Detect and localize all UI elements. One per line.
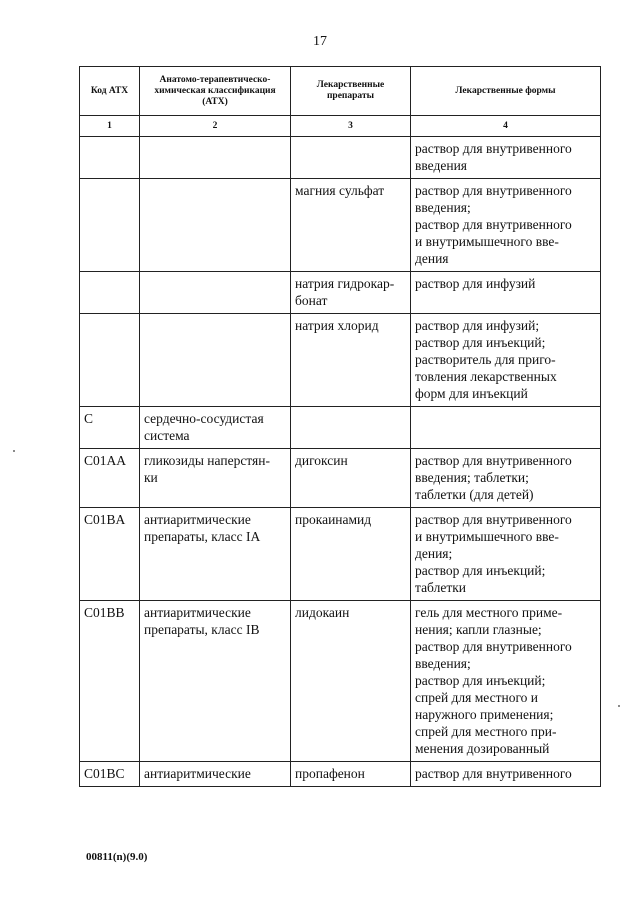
cell-code	[80, 272, 140, 314]
cell-forms	[411, 272, 601, 314]
cell-classification	[140, 407, 291, 449]
cell-line: дения	[415, 251, 449, 266]
cell-forms	[411, 179, 601, 272]
cell-line: введения	[415, 158, 468, 173]
cell-classification	[140, 272, 291, 314]
scan-speck	[13, 450, 15, 452]
cell-line: менения дозированный	[415, 741, 550, 756]
cell-line: раствор для инъекций;	[415, 335, 546, 350]
cell-line: раствор для инфузий	[415, 276, 536, 291]
cell-forms	[411, 314, 601, 407]
cell-line: гель для местного приме-	[415, 605, 563, 620]
cell-line: магния сульфат	[295, 183, 385, 198]
cell-code: C01AA	[80, 449, 140, 508]
page-number: 17	[313, 34, 327, 49]
cell-line: раствор для внутривенного	[415, 141, 572, 156]
cell-drug	[291, 601, 411, 762]
cell-drug	[291, 508, 411, 601]
table-row	[80, 179, 601, 272]
cell-line: форм для инъекций	[415, 386, 528, 401]
cell-line: натрия гидрокар-	[295, 276, 395, 291]
cell-code: C	[80, 407, 140, 449]
cell-line: препараты, класс IB	[144, 622, 260, 637]
cell-drug	[291, 407, 411, 449]
cell-line: дигоксин	[295, 453, 348, 468]
header-row	[80, 67, 601, 116]
cell-line: раствор для внутривенного	[415, 217, 572, 232]
document-code: 00811(n)(9.0)	[86, 851, 148, 863]
cell-line: раствор для внутривенного	[415, 512, 572, 527]
header-classification: Анатомо-терапевтическо-химическая классификация (АТХ)	[140, 67, 291, 116]
header-forms: Лекарственные формы	[411, 67, 601, 116]
cell-line: натрия хлорид	[295, 318, 379, 333]
cell-line: бонат	[295, 293, 328, 308]
cell-line: сердечно-сосудистая	[144, 411, 264, 426]
cell-line: антиаритмические	[144, 605, 251, 620]
column-number: 2	[140, 116, 291, 137]
header-drugs: Лекарственные препараты	[291, 67, 411, 116]
cell-line: система	[144, 428, 190, 443]
cell-line: препараты, класс IA	[144, 529, 261, 544]
cell-line: нения; капли глазные;	[415, 622, 542, 637]
cell-line: товления лекарственных	[415, 369, 557, 384]
table-row	[80, 314, 601, 407]
cell-line: и внутримышечного вве-	[415, 529, 559, 544]
cell-classification	[140, 601, 291, 762]
cell-code: C01BA	[80, 508, 140, 601]
cell-classification	[140, 449, 291, 508]
cell-drug	[291, 449, 411, 508]
cell-classification	[140, 762, 291, 787]
cell-line: гликозиды наперстян-	[144, 453, 270, 468]
cell-forms	[411, 601, 601, 762]
column-number: 4	[411, 116, 601, 137]
cell-forms	[411, 407, 601, 449]
cell-line: антиаритмические	[144, 766, 251, 781]
table-row	[80, 272, 601, 314]
cell-line: раствор для внутривенного	[415, 766, 572, 781]
cell-drug	[291, 179, 411, 272]
cell-line: спрей для местного при-	[415, 724, 557, 739]
cell-forms	[411, 762, 601, 787]
cell-line: растворитель для приго-	[415, 352, 556, 367]
cell-line: раствор для внутривенного	[415, 453, 572, 468]
table-body	[80, 116, 601, 787]
table-row	[80, 137, 601, 179]
scan-speck	[618, 705, 620, 707]
cell-line: наружного применения;	[415, 707, 554, 722]
atx-table	[79, 66, 601, 787]
cell-line: введения;	[415, 200, 471, 215]
cell-code: C01BB	[80, 601, 140, 762]
cell-line: введения;	[415, 656, 471, 671]
cell-line: пропафенон	[295, 766, 365, 781]
cell-line: и внутримышечного вве-	[415, 234, 559, 249]
cell-classification	[140, 314, 291, 407]
cell-drug	[291, 762, 411, 787]
cell-forms	[411, 449, 601, 508]
cell-line: раствор для внутривенного	[415, 183, 572, 198]
cell-line: раствор для инъекций;	[415, 673, 546, 688]
cell-code	[80, 179, 140, 272]
cell-line: дения;	[415, 546, 453, 561]
table-row	[80, 762, 601, 787]
cell-classification	[140, 137, 291, 179]
cell-line: раствор для инъекций;	[415, 563, 546, 578]
cell-line: ки	[144, 470, 158, 485]
cell-line: прокаинамид	[295, 512, 372, 527]
column-number: 1	[80, 116, 140, 137]
table-row	[80, 407, 601, 449]
cell-code	[80, 137, 140, 179]
cell-line: раствор для инфузий;	[415, 318, 540, 333]
cell-drug	[291, 314, 411, 407]
table-row	[80, 449, 601, 508]
cell-forms	[411, 137, 601, 179]
cell-line: введения; таблетки;	[415, 470, 529, 485]
cell-code	[80, 314, 140, 407]
cell-line: спрей для местного и	[415, 690, 539, 705]
cell-classification	[140, 508, 291, 601]
table-row	[80, 601, 601, 762]
cell-line: лидокаин	[295, 605, 350, 620]
cell-classification	[140, 179, 291, 272]
cell-code: C01BC	[80, 762, 140, 787]
cell-line: таблетки	[415, 580, 467, 595]
cell-drug	[291, 272, 411, 314]
header-code: Код АТХ	[80, 67, 140, 116]
cell-forms	[411, 508, 601, 601]
cell-line: таблетки (для детей)	[415, 487, 534, 502]
cell-drug	[291, 137, 411, 179]
cell-line: раствор для внутривенного	[415, 639, 572, 654]
table-row	[80, 508, 601, 601]
column-number: 3	[291, 116, 411, 137]
column-number-row	[80, 116, 601, 137]
cell-line: антиаритмические	[144, 512, 251, 527]
